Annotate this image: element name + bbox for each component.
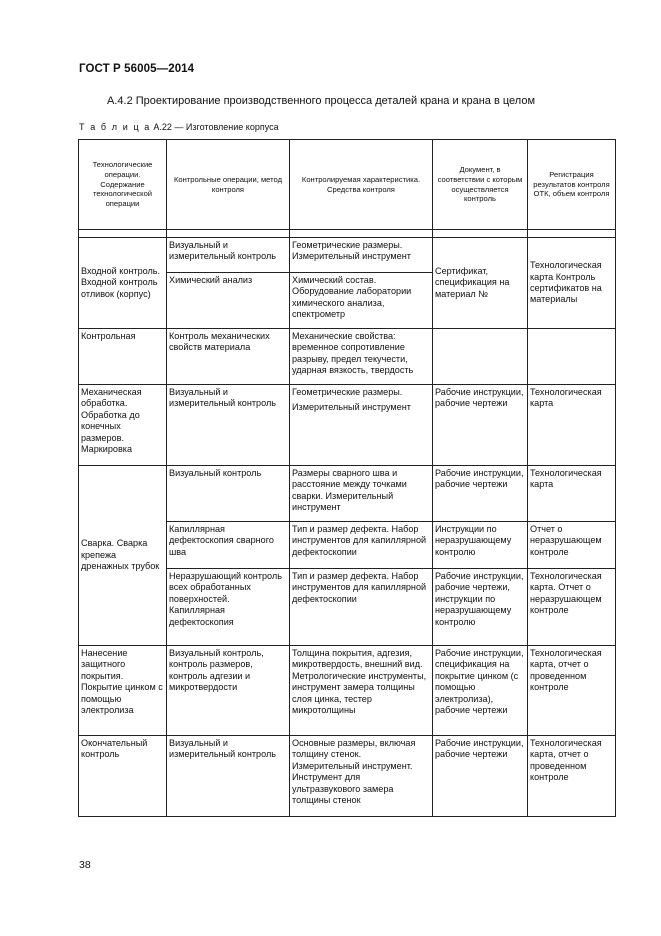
method-cell: Визуальный контроль (167, 466, 290, 522)
column-header-control-method: Контрольные операции, метод контроля (167, 140, 290, 230)
characteristic-cell: Химический состав. Оборудование лаборатории химического анализа, спектрометр (290, 273, 433, 329)
document-cell: Рабочие инструкции, рабочие чертежи (433, 466, 528, 522)
document-cell: Рабочие инструкции, рабочие чертежи, инструкции по неразрушающему контролю (433, 569, 528, 646)
operation-cell: Контрольная (79, 329, 167, 385)
document-cell: Сертификат, спецификация на материал № (433, 238, 528, 329)
registration-cell: Отчет о неразрушающем контроле (528, 522, 616, 569)
registration-cell: Технологическая карта, отчет о проведенном контроле (528, 736, 616, 817)
registration-cell: Технологическая карта Контроль сертификатов на материалы (528, 238, 616, 329)
registration-cell: Технологическая карта. Отчет о неразрушающем контроле (528, 569, 616, 646)
characteristic-cell: Толщина покрытия, адгезия, микротвердость, внешний вид. Метрологические инструменты, инструмент замера толщины слоя цинка, тестер микротолщины (290, 646, 433, 736)
characteristic-cell: Тип и размер дефекта. Набор инструментов для капиллярной дефектоскопии (290, 522, 433, 569)
column-header-characteristic: Контролируемая характеристика. Средства контроля (290, 140, 433, 230)
registration-cell: Технологическая карта (528, 385, 616, 466)
characteristic-cell (290, 385, 433, 466)
column-header-operations: Технологические операции. Содержание технологической операции (79, 140, 167, 230)
method-cell: Визуальный контроль, контроль размеров, контроль адгезии и микротвердости (167, 646, 290, 736)
characteristic-cell: Геометрические размеры. Измерительный инструмент (290, 238, 433, 273)
registration-cell (528, 329, 616, 385)
operation-cell: Нанесение защитного покрытия. Покрытие цинком с помощью электролиза (79, 646, 167, 736)
characteristic-line: Геометрические размеры. (292, 387, 403, 397)
header-spacer-row (79, 230, 616, 238)
table-caption-text: А.22 — Изготовление корпуса (153, 122, 279, 132)
document-cell: Рабочие инструкции, рабочие чертежи (433, 385, 528, 466)
table-caption-label: Т а б л и ц а (79, 122, 151, 132)
document-cell: Инструкции по неразрушающему контролю (433, 522, 528, 569)
registration-cell: Технологическая карта, отчет о проведенном контроле (528, 646, 616, 736)
table-row (79, 385, 616, 466)
registration-cell: Технологическая карта (528, 466, 616, 522)
characteristic-cell: Размеры сварного шва и расстояние между точками сварки. Измерительный инструмент (290, 466, 433, 522)
table-header-row (79, 140, 616, 230)
method-cell: Неразрушающий контроль всех обработанных поверхностей. Капиллярная дефектоскопия (167, 569, 290, 646)
table-row (79, 646, 616, 736)
column-header-document: Документ, в соответствии с которым осуществляется контроль (433, 140, 528, 230)
method-cell: Визуальный и измерительный контроль (167, 238, 290, 273)
operation-cell: Входной контроль. Входной контроль отливок (корпус) (79, 238, 167, 329)
table-row (79, 736, 616, 817)
method-cell: Капиллярная дефектоскопия сварного шва (167, 522, 290, 569)
section-heading: А.4.2 Проектирование производственного процесса деталей крана и крана в целом (107, 95, 536, 107)
document-cell: Рабочие инструкции, спецификация на покрытие цинком (с помощью электролиза), рабочие чертежи (433, 646, 528, 736)
table-row (79, 329, 616, 385)
characteristic-cell: Тип и размер дефекта. Набор инструментов для капиллярной дефектоскопии (290, 569, 433, 646)
characteristic-cell: Основные размеры, включая толщину стенок. Измерительный инструмент. Инструмент для ультразвукового замера толщины стенок (290, 736, 433, 817)
characteristic-cell: Механические свойства: временное сопротивление разрыву, предел текучести, ударная вязкость, твердость (290, 329, 433, 385)
operation-cell: Механическая обработка. Обработка до конечных размеров. Маркировка (79, 385, 167, 466)
manufacturing-control-table (78, 139, 616, 817)
table-row (79, 466, 616, 522)
page-number: 38 (79, 859, 91, 871)
document-cell (433, 329, 528, 385)
document-code: ГОСТ Р 56005—2014 (79, 63, 195, 75)
column-header-registration: Регистрация результатов контроля ОТК, объем контроля (528, 140, 616, 230)
table-row (79, 238, 616, 273)
operation-cell: Окончательный контроль (79, 736, 167, 817)
method-cell: Визуальный и измерительный контроль (167, 736, 290, 817)
characteristic-line: Измерительный инструмент (292, 402, 411, 413)
method-cell: Химический анализ (167, 273, 290, 329)
method-cell: Контроль механических свойств материала (167, 329, 290, 385)
operation-cell: Сварка. Сварка крепежа дренажных трубок (79, 466, 167, 646)
table-caption (79, 122, 279, 132)
method-cell: Визуальный и измерительный контроль (167, 385, 290, 466)
document-cell: Рабочие инструкции, рабочие чертежи (433, 736, 528, 817)
